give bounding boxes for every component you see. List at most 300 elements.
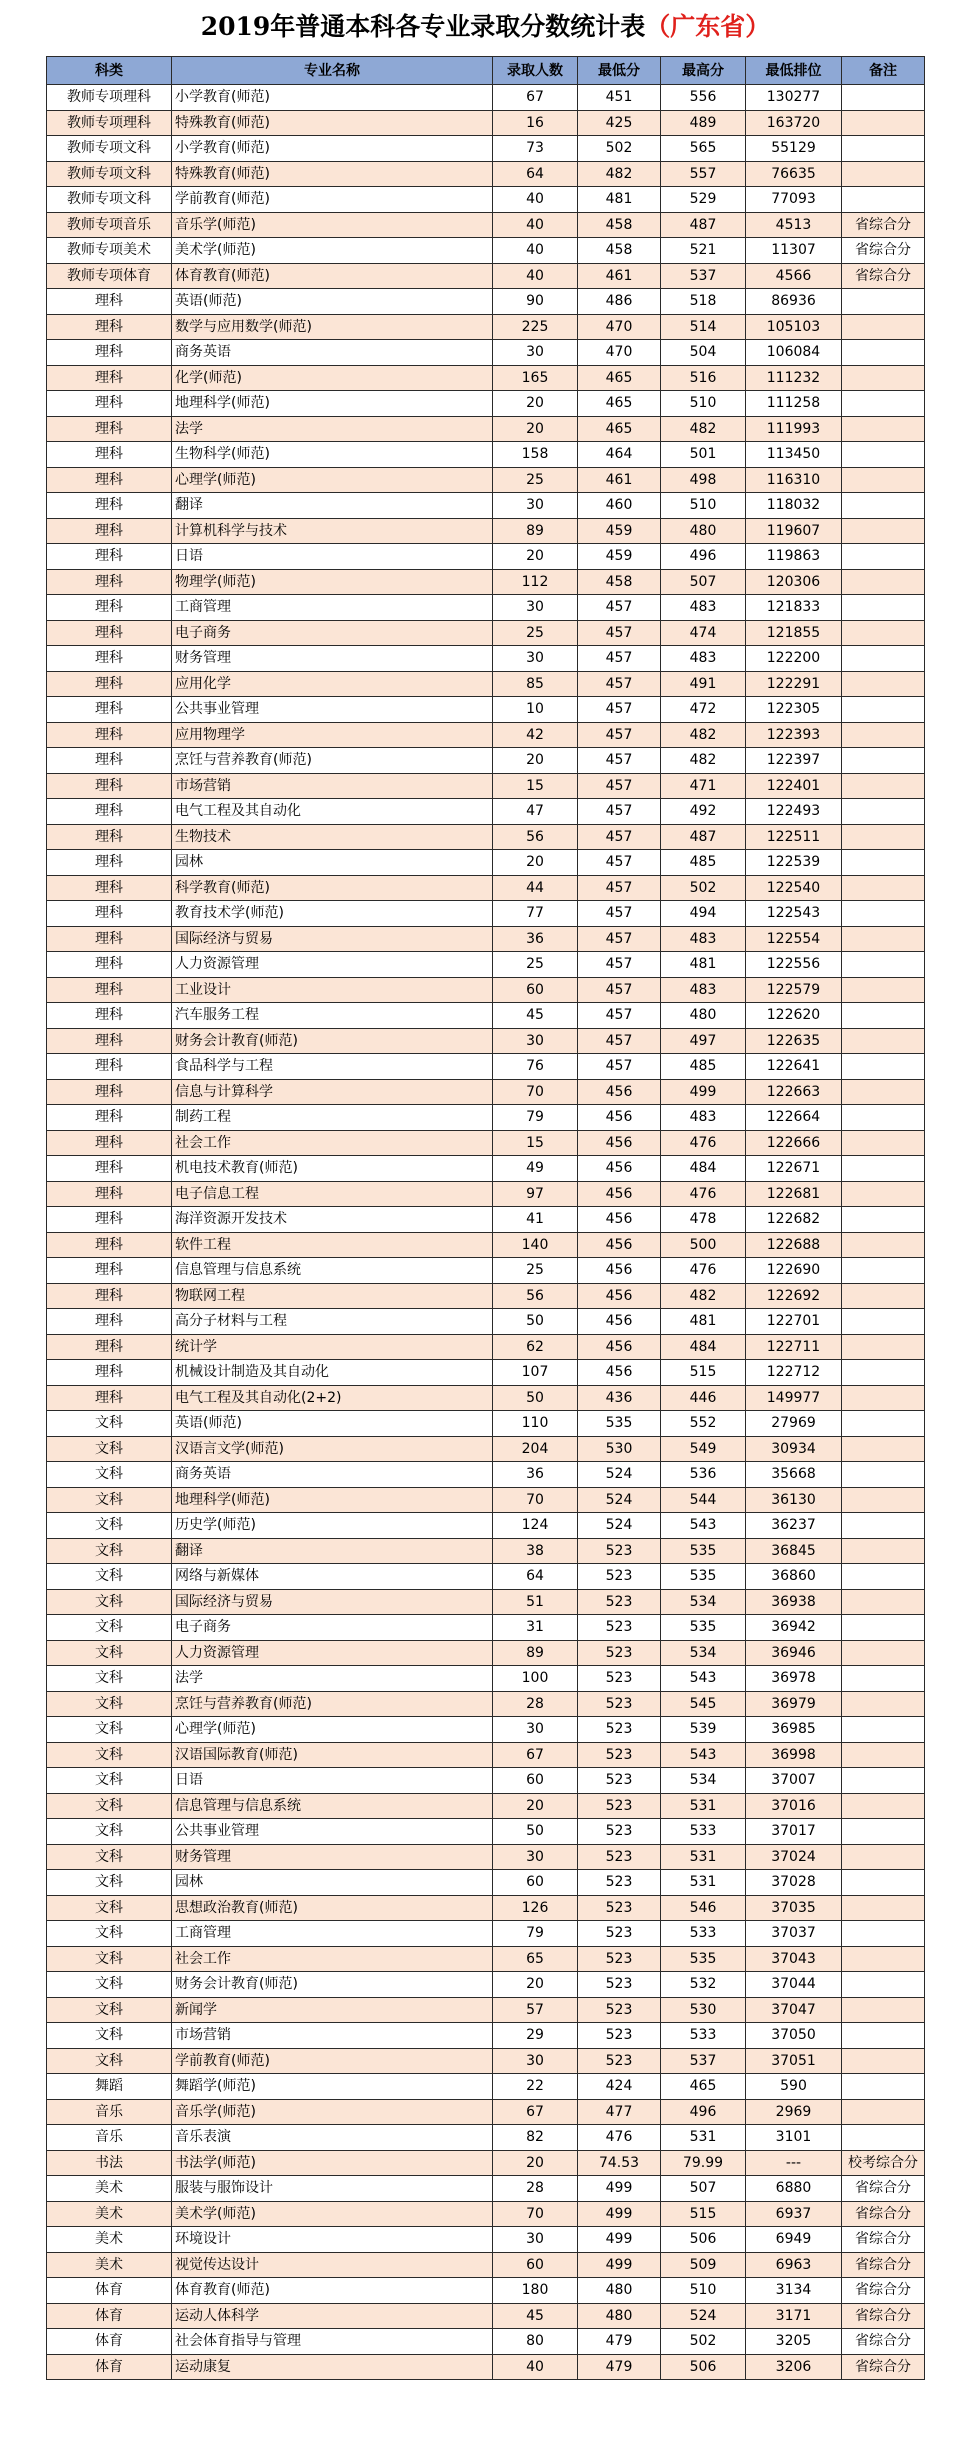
header-category: 科类 bbox=[47, 57, 172, 85]
cell-major: 心理学(师范) bbox=[172, 467, 493, 493]
cell-max-score: 472 bbox=[661, 697, 746, 723]
table-row bbox=[47, 1997, 925, 2023]
cell-note bbox=[842, 722, 925, 748]
cell-major: 物联网工程 bbox=[172, 1283, 493, 1309]
cell-major: 教育技术学(师范) bbox=[172, 901, 493, 927]
cell-min-score: 480 bbox=[578, 2303, 661, 2329]
table-row bbox=[47, 1564, 925, 1590]
cell-category: 理科 bbox=[47, 926, 172, 952]
header-min-rank: 最低排位 bbox=[746, 57, 842, 85]
cell-major: 音乐学(师范) bbox=[172, 2099, 493, 2125]
cell-major: 小学教育(师范) bbox=[172, 85, 493, 111]
cell-min-rank: 120306 bbox=[746, 569, 842, 595]
cell-category: 文科 bbox=[47, 1946, 172, 1972]
cell-note bbox=[842, 1487, 925, 1513]
cell-note: 省综合分 bbox=[842, 2227, 925, 2253]
cell-category: 美术 bbox=[47, 2176, 172, 2202]
cell-major: 制药工程 bbox=[172, 1105, 493, 1131]
cell-min-score: 523 bbox=[578, 1691, 661, 1717]
cell-major: 美术学(师范) bbox=[172, 2201, 493, 2227]
cell-min-score: 456 bbox=[578, 1258, 661, 1284]
cell-min-rank: 122620 bbox=[746, 1003, 842, 1029]
cell-max-score: 478 bbox=[661, 1207, 746, 1233]
cell-enrolled: 97 bbox=[493, 1181, 578, 1207]
cell-min-score: 456 bbox=[578, 1309, 661, 1335]
cell-major: 软件工程 bbox=[172, 1232, 493, 1258]
cell-major: 法学 bbox=[172, 416, 493, 442]
table-row bbox=[47, 748, 925, 774]
cell-enrolled: 30 bbox=[493, 493, 578, 519]
cell-enrolled: 50 bbox=[493, 1309, 578, 1335]
cell-major: 公共事业管理 bbox=[172, 697, 493, 723]
cell-min-score: 523 bbox=[578, 1589, 661, 1615]
cell-max-score: 476 bbox=[661, 1258, 746, 1284]
cell-min-rank: 122200 bbox=[746, 646, 842, 672]
table-row bbox=[47, 646, 925, 672]
cell-min-rank: 37051 bbox=[746, 2048, 842, 2074]
cell-min-score: 456 bbox=[578, 1283, 661, 1309]
table-row bbox=[47, 2074, 925, 2100]
cell-max-score: 543 bbox=[661, 1513, 746, 1539]
cell-max-score: 482 bbox=[661, 1283, 746, 1309]
cell-max-score: 487 bbox=[661, 824, 746, 850]
cell-max-score: 510 bbox=[661, 2278, 746, 2304]
cell-note bbox=[842, 1946, 925, 1972]
cell-min-rank: 119607 bbox=[746, 518, 842, 544]
cell-enrolled: 64 bbox=[493, 1564, 578, 1590]
cell-max-score: 484 bbox=[661, 1334, 746, 1360]
table-row bbox=[47, 238, 925, 264]
cell-min-rank: 122666 bbox=[746, 1130, 842, 1156]
cell-major: 地理科学(师范) bbox=[172, 1487, 493, 1513]
cell-category: 理科 bbox=[47, 1054, 172, 1080]
cell-max-score: 506 bbox=[661, 2227, 746, 2253]
cell-note bbox=[842, 569, 925, 595]
cell-enrolled: 40 bbox=[493, 2354, 578, 2380]
cell-note bbox=[842, 748, 925, 774]
cell-note: 省综合分 bbox=[842, 2354, 925, 2380]
cell-category: 理科 bbox=[47, 1181, 172, 1207]
cell-enrolled: 30 bbox=[493, 1028, 578, 1054]
cell-major: 应用物理学 bbox=[172, 722, 493, 748]
table-row bbox=[47, 977, 925, 1003]
cell-min-score: 451 bbox=[578, 85, 661, 111]
cell-category: 理科 bbox=[47, 391, 172, 417]
cell-note bbox=[842, 646, 925, 672]
cell-major: 环境设计 bbox=[172, 2227, 493, 2253]
cell-min-rank: 122712 bbox=[746, 1360, 842, 1386]
cell-enrolled: 10 bbox=[493, 697, 578, 723]
cell-min-score: 523 bbox=[578, 1564, 661, 1590]
cell-min-score: 461 bbox=[578, 263, 661, 289]
cell-category: 理科 bbox=[47, 569, 172, 595]
table-row bbox=[47, 1972, 925, 1998]
cell-enrolled: 79 bbox=[493, 1105, 578, 1131]
cell-min-rank: 37016 bbox=[746, 1793, 842, 1819]
cell-min-score: 465 bbox=[578, 391, 661, 417]
cell-note bbox=[842, 1334, 925, 1360]
cell-category: 教师专项美术 bbox=[47, 238, 172, 264]
cell-major: 运动康复 bbox=[172, 2354, 493, 2380]
cell-category: 理科 bbox=[47, 314, 172, 340]
cell-enrolled: 30 bbox=[493, 340, 578, 366]
table-row bbox=[47, 2329, 925, 2355]
table-body bbox=[47, 85, 925, 2380]
cell-enrolled: 45 bbox=[493, 1003, 578, 1029]
cell-min-score: 457 bbox=[578, 901, 661, 927]
cell-note bbox=[842, 671, 925, 697]
cell-note bbox=[842, 1207, 925, 1233]
table-row bbox=[47, 467, 925, 493]
cell-max-score: 509 bbox=[661, 2252, 746, 2278]
cell-min-rank: 122556 bbox=[746, 952, 842, 978]
cell-category: 理科 bbox=[47, 1105, 172, 1131]
cell-major: 学前教育(师范) bbox=[172, 187, 493, 213]
cell-min-score: 457 bbox=[578, 697, 661, 723]
cell-note bbox=[842, 977, 925, 1003]
cell-category: 教师专项音乐 bbox=[47, 212, 172, 238]
cell-category: 文科 bbox=[47, 1513, 172, 1539]
table-row bbox=[47, 1105, 925, 1131]
cell-note bbox=[842, 1589, 925, 1615]
cell-min-rank: 36998 bbox=[746, 1742, 842, 1768]
cell-major: 英语(师范) bbox=[172, 1411, 493, 1437]
page-title bbox=[0, 10, 971, 44]
cell-min-score: 456 bbox=[578, 1232, 661, 1258]
cell-max-score: 498 bbox=[661, 467, 746, 493]
cell-min-rank: 37035 bbox=[746, 1895, 842, 1921]
cell-min-score: 457 bbox=[578, 926, 661, 952]
cell-major: 特殊教育(师范) bbox=[172, 110, 493, 136]
table-row bbox=[47, 2303, 925, 2329]
cell-enrolled: 41 bbox=[493, 1207, 578, 1233]
cell-major: 服装与服饰设计 bbox=[172, 2176, 493, 2202]
cell-category: 文科 bbox=[47, 1768, 172, 1794]
table-row bbox=[47, 1436, 925, 1462]
cell-enrolled: 40 bbox=[493, 212, 578, 238]
cell-min-score: 523 bbox=[578, 1793, 661, 1819]
cell-min-rank: 35668 bbox=[746, 1462, 842, 1488]
cell-enrolled: 20 bbox=[493, 2150, 578, 2176]
table-row bbox=[47, 2150, 925, 2176]
cell-max-score: 476 bbox=[661, 1181, 746, 1207]
cell-min-rank: 6949 bbox=[746, 2227, 842, 2253]
cell-enrolled: 89 bbox=[493, 518, 578, 544]
cell-note bbox=[842, 1793, 925, 1819]
cell-min-score: 476 bbox=[578, 2125, 661, 2151]
cell-min-rank: 122711 bbox=[746, 1334, 842, 1360]
cell-note bbox=[842, 1997, 925, 2023]
cell-min-score: 459 bbox=[578, 518, 661, 544]
cell-min-score: 499 bbox=[578, 2201, 661, 2227]
cell-category: 理科 bbox=[47, 952, 172, 978]
cell-enrolled: 28 bbox=[493, 2176, 578, 2202]
cell-min-score: 470 bbox=[578, 314, 661, 340]
cell-category: 理科 bbox=[47, 824, 172, 850]
cell-max-score: 483 bbox=[661, 977, 746, 1003]
cell-min-score: 457 bbox=[578, 952, 661, 978]
table-row bbox=[47, 1385, 925, 1411]
cell-max-score: 535 bbox=[661, 1946, 746, 1972]
cell-enrolled: 140 bbox=[493, 1232, 578, 1258]
cell-enrolled: 22 bbox=[493, 2074, 578, 2100]
cell-min-score: 456 bbox=[578, 1207, 661, 1233]
table-row bbox=[47, 544, 925, 570]
cell-note bbox=[842, 1615, 925, 1641]
cell-enrolled: 126 bbox=[493, 1895, 578, 1921]
table-row bbox=[47, 1844, 925, 1870]
table-row bbox=[47, 1589, 925, 1615]
cell-major: 电气工程及其自动化 bbox=[172, 799, 493, 825]
cell-note bbox=[842, 442, 925, 468]
cell-note bbox=[842, 1054, 925, 1080]
cell-category: 理科 bbox=[47, 467, 172, 493]
cell-note bbox=[842, 289, 925, 315]
table-row bbox=[47, 2227, 925, 2253]
cell-min-rank: 122554 bbox=[746, 926, 842, 952]
cell-min-rank: 36985 bbox=[746, 1717, 842, 1743]
cell-min-rank: 122543 bbox=[746, 901, 842, 927]
cell-major: 汉语言文学(师范) bbox=[172, 1436, 493, 1462]
cell-max-score: 531 bbox=[661, 1793, 746, 1819]
cell-major: 市场营销 bbox=[172, 773, 493, 799]
cell-major: 特殊教育(师范) bbox=[172, 161, 493, 187]
cell-min-rank: 36938 bbox=[746, 1589, 842, 1615]
cell-max-score: 502 bbox=[661, 2329, 746, 2355]
cell-enrolled: 64 bbox=[493, 161, 578, 187]
cell-max-score: 536 bbox=[661, 1462, 746, 1488]
table-row bbox=[47, 2048, 925, 2074]
cell-category: 理科 bbox=[47, 544, 172, 570]
cell-max-score: 534 bbox=[661, 1640, 746, 1666]
cell-max-score: 489 bbox=[661, 110, 746, 136]
cell-min-score: 523 bbox=[578, 1895, 661, 1921]
cell-category: 文科 bbox=[47, 1742, 172, 1768]
cell-major: 机械设计制造及其自动化 bbox=[172, 1360, 493, 1386]
cell-max-score: 530 bbox=[661, 1997, 746, 2023]
cell-major: 地理科学(师范) bbox=[172, 391, 493, 417]
cell-min-rank: 36860 bbox=[746, 1564, 842, 1590]
table-row bbox=[47, 187, 925, 213]
cell-min-rank: 6963 bbox=[746, 2252, 842, 2278]
cell-note bbox=[842, 850, 925, 876]
table-row bbox=[47, 1615, 925, 1641]
cell-note bbox=[842, 1972, 925, 1998]
cell-enrolled: 124 bbox=[493, 1513, 578, 1539]
cell-min-rank: 3171 bbox=[746, 2303, 842, 2329]
cell-max-score: 500 bbox=[661, 1232, 746, 1258]
cell-max-score: 494 bbox=[661, 901, 746, 927]
cell-max-score: 480 bbox=[661, 518, 746, 544]
cell-min-rank: 36978 bbox=[746, 1666, 842, 1692]
cell-max-score: 507 bbox=[661, 569, 746, 595]
table-row bbox=[47, 1819, 925, 1845]
cell-major: 翻译 bbox=[172, 493, 493, 519]
cell-major: 财务会计教育(师范) bbox=[172, 1028, 493, 1054]
cell-min-score: 457 bbox=[578, 620, 661, 646]
cell-enrolled: 57 bbox=[493, 1997, 578, 2023]
table-row bbox=[47, 493, 925, 519]
cell-enrolled: 20 bbox=[493, 748, 578, 774]
cell-category: 文科 bbox=[47, 1538, 172, 1564]
table-row bbox=[47, 365, 925, 391]
cell-major: 社会体育指导与管理 bbox=[172, 2329, 493, 2355]
cell-major: 社会工作 bbox=[172, 1946, 493, 1972]
cell-category: 教师专项体育 bbox=[47, 263, 172, 289]
cell-min-score: 499 bbox=[578, 2176, 661, 2202]
cell-min-score: 456 bbox=[578, 1105, 661, 1131]
cell-max-score: 474 bbox=[661, 620, 746, 646]
cell-category: 理科 bbox=[47, 518, 172, 544]
cell-min-score: 523 bbox=[578, 1997, 661, 2023]
cell-major: 舞蹈学(师范) bbox=[172, 2074, 493, 2100]
cell-enrolled: 60 bbox=[493, 1870, 578, 1896]
header-max-score: 最高分 bbox=[661, 57, 746, 85]
cell-min-score: 523 bbox=[578, 1666, 661, 1692]
cell-note bbox=[842, 416, 925, 442]
cell-min-rank: 11307 bbox=[746, 238, 842, 264]
cell-min-rank: 111232 bbox=[746, 365, 842, 391]
cell-min-score: 524 bbox=[578, 1487, 661, 1513]
cell-min-rank: 36237 bbox=[746, 1513, 842, 1539]
cell-max-score: 480 bbox=[661, 1003, 746, 1029]
cell-note bbox=[842, 136, 925, 162]
cell-min-score: 456 bbox=[578, 1360, 661, 1386]
header-major: 专业名称 bbox=[172, 57, 493, 85]
admission-score-table bbox=[46, 56, 925, 2380]
cell-min-score: 464 bbox=[578, 442, 661, 468]
cell-enrolled: 28 bbox=[493, 1691, 578, 1717]
cell-category: 理科 bbox=[47, 748, 172, 774]
cell-min-rank: 36942 bbox=[746, 1615, 842, 1641]
cell-max-score: 556 bbox=[661, 85, 746, 111]
cell-major: 海洋资源开发技术 bbox=[172, 1207, 493, 1233]
cell-min-rank: 77093 bbox=[746, 187, 842, 213]
cell-min-rank: 122671 bbox=[746, 1156, 842, 1182]
cell-category: 文科 bbox=[47, 1870, 172, 1896]
cell-note bbox=[842, 314, 925, 340]
cell-min-score: 477 bbox=[578, 2099, 661, 2125]
cell-note bbox=[842, 2099, 925, 2125]
cell-major: 电子商务 bbox=[172, 620, 493, 646]
cell-min-rank: 122305 bbox=[746, 697, 842, 723]
cell-note bbox=[842, 1079, 925, 1105]
cell-major: 机电技术教育(师范) bbox=[172, 1156, 493, 1182]
cell-category: 理科 bbox=[47, 697, 172, 723]
cell-major: 汽车服务工程 bbox=[172, 1003, 493, 1029]
cell-min-rank: 116310 bbox=[746, 467, 842, 493]
cell-category: 文科 bbox=[47, 1487, 172, 1513]
cell-category: 理科 bbox=[47, 493, 172, 519]
cell-max-score: 533 bbox=[661, 1921, 746, 1947]
table-row bbox=[47, 1895, 925, 1921]
cell-major: 视觉传达设计 bbox=[172, 2252, 493, 2278]
cell-category: 理科 bbox=[47, 289, 172, 315]
cell-note bbox=[842, 161, 925, 187]
cell-min-rank: 36946 bbox=[746, 1640, 842, 1666]
cell-note bbox=[842, 1003, 925, 1029]
cell-min-score: 457 bbox=[578, 595, 661, 621]
cell-major: 信息管理与信息系统 bbox=[172, 1793, 493, 1819]
cell-category: 文科 bbox=[47, 1436, 172, 1462]
cell-min-score: 456 bbox=[578, 1181, 661, 1207]
cell-min-score: 457 bbox=[578, 799, 661, 825]
cell-enrolled: 40 bbox=[493, 238, 578, 264]
cell-major: 音乐学(师范) bbox=[172, 212, 493, 238]
cell-min-score: 499 bbox=[578, 2252, 661, 2278]
cell-note bbox=[842, 2048, 925, 2074]
table-row bbox=[47, 1513, 925, 1539]
cell-max-score: 545 bbox=[661, 1691, 746, 1717]
cell-note: 省综合分 bbox=[842, 2252, 925, 2278]
table-row bbox=[47, 442, 925, 468]
table-row bbox=[47, 824, 925, 850]
cell-enrolled: 20 bbox=[493, 1972, 578, 1998]
cell-max-score: 510 bbox=[661, 493, 746, 519]
cell-min-score: 523 bbox=[578, 1768, 661, 1794]
table-row bbox=[47, 1130, 925, 1156]
cell-note bbox=[842, 1717, 925, 1743]
cell-enrolled: 20 bbox=[493, 850, 578, 876]
cell-note: 省综合分 bbox=[842, 212, 925, 238]
table-row bbox=[47, 2354, 925, 2380]
cell-max-score: 521 bbox=[661, 238, 746, 264]
cell-major: 计算机科学与技术 bbox=[172, 518, 493, 544]
cell-enrolled: 20 bbox=[493, 416, 578, 442]
cell-category: 体育 bbox=[47, 2329, 172, 2355]
cell-min-score: 458 bbox=[578, 212, 661, 238]
cell-note bbox=[842, 1844, 925, 1870]
table-row bbox=[47, 1870, 925, 1896]
cell-min-rank: 3134 bbox=[746, 2278, 842, 2304]
cell-min-rank: 122641 bbox=[746, 1054, 842, 1080]
cell-min-score: 465 bbox=[578, 416, 661, 442]
cell-note bbox=[842, 1768, 925, 1794]
cell-major: 高分子材料与工程 bbox=[172, 1309, 493, 1335]
cell-max-score: 79.99 bbox=[661, 2150, 746, 2176]
cell-min-score: 523 bbox=[578, 1870, 661, 1896]
cell-category: 理科 bbox=[47, 850, 172, 876]
cell-min-score: 523 bbox=[578, 1819, 661, 1845]
cell-enrolled: 107 bbox=[493, 1360, 578, 1386]
cell-note bbox=[842, 1819, 925, 1845]
cell-max-score: 485 bbox=[661, 1054, 746, 1080]
table-row bbox=[47, 1666, 925, 1692]
cell-major: 财务管理 bbox=[172, 1844, 493, 1870]
cell-max-score: 482 bbox=[661, 722, 746, 748]
cell-min-score: 457 bbox=[578, 671, 661, 697]
cell-max-score: 557 bbox=[661, 161, 746, 187]
cell-category: 理科 bbox=[47, 671, 172, 697]
cell-min-score: 457 bbox=[578, 722, 661, 748]
cell-enrolled: 31 bbox=[493, 1615, 578, 1641]
cell-category: 理科 bbox=[47, 875, 172, 901]
cell-min-score: 74.53 bbox=[578, 2150, 661, 2176]
table-header-row bbox=[47, 57, 925, 85]
cell-max-score: 539 bbox=[661, 1717, 746, 1743]
cell-max-score: 501 bbox=[661, 442, 746, 468]
cell-note bbox=[842, 493, 925, 519]
cell-min-rank: 3101 bbox=[746, 2125, 842, 2151]
cell-enrolled: 204 bbox=[493, 1436, 578, 1462]
cell-category: 体育 bbox=[47, 2278, 172, 2304]
cell-category: 理科 bbox=[47, 1156, 172, 1182]
cell-min-rank: 36130 bbox=[746, 1487, 842, 1513]
table-row bbox=[47, 2176, 925, 2202]
cell-enrolled: 47 bbox=[493, 799, 578, 825]
cell-min-rank: 37007 bbox=[746, 1768, 842, 1794]
cell-note bbox=[842, 824, 925, 850]
